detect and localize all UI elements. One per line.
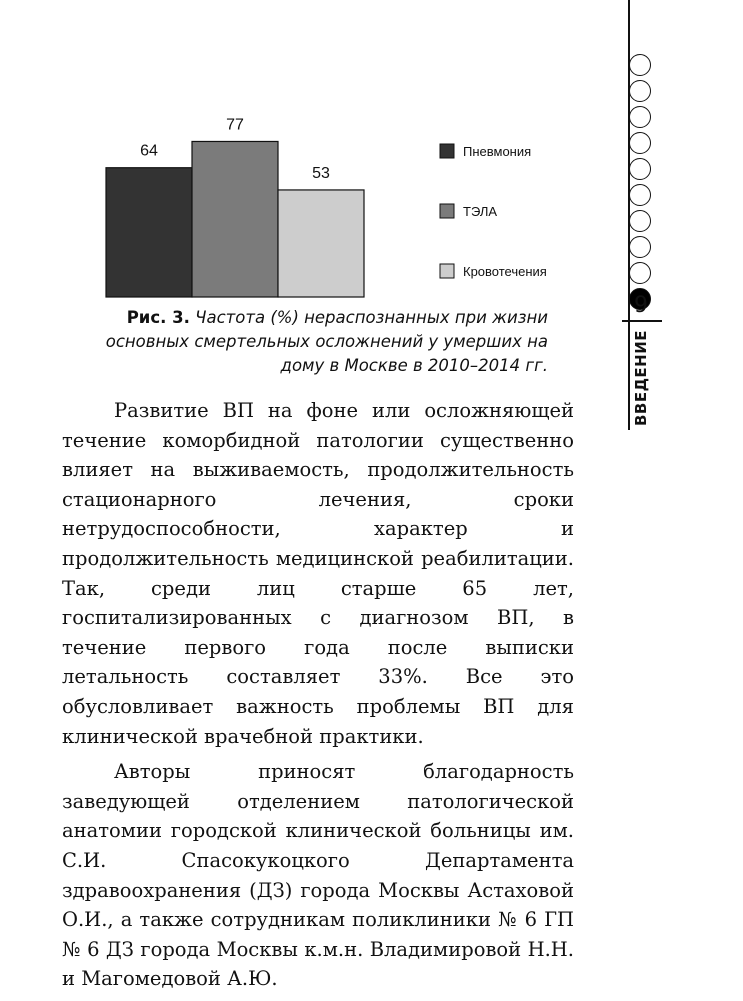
bullet [629, 54, 651, 76]
legend-label: Кровотечения [463, 264, 547, 279]
caption-lead: Рис. 3. [126, 308, 190, 327]
bar-value-label: 77 [226, 116, 244, 134]
legend-label: Пневмония [463, 144, 532, 159]
bullet [629, 132, 651, 154]
page-number-rule [622, 320, 662, 322]
bullet [629, 80, 651, 102]
bullet [629, 158, 651, 180]
caption-text: Частота (%) нераспознанных при жизни основных смертельных осложнений у умерших на дому в Москве в 2010–2014 гг. [105, 308, 548, 375]
legend-label: ТЭЛА [463, 204, 498, 219]
body-text [62, 396, 574, 1000]
legend-swatch [440, 144, 454, 158]
bullet [629, 210, 651, 232]
page-number: 9 [634, 293, 648, 318]
bar-value-label: 53 [312, 164, 330, 182]
bar-value-label: 64 [140, 142, 158, 160]
bullet [629, 262, 651, 284]
bar-chart [0, 0, 600, 300]
legend-swatch [440, 204, 454, 218]
bar-3 [278, 190, 364, 297]
bar-1 [106, 168, 192, 297]
bullet [629, 106, 651, 128]
paragraph-1: Развитие ВП на фоне или осложняющей течение коморбидной патологии существенно влияет на выживаемость, продолжительность стационарного лечения, сроки нетрудоспособности, характер и продолжительность медицинской реабилитации. Так, среди лиц старше 65 лет, госпитализированных с диагнозом ВП, в течение первого года после выписки летальность составляет 33%. Все это обусловливает важность проблемы ВП для клинической врачебной практики. [62, 399, 574, 748]
paragraph-2: Авторы приносят благодарность заведующей отделением патологической анатомии городской клинической больницы им. С.И. Спасокукоцкого Департамента здравоохранения (ДЗ) города Москвы Астаховой О.И., а также сотрудникам поликлиники № 6 ГП № 6 ДЗ города Москвы к.м.н. Владимировой Н.Н. и Магомедовой А.Ю. [62, 760, 574, 991]
bar-2 [192, 141, 278, 297]
legend [440, 144, 547, 279]
legend-swatch [440, 264, 454, 278]
section-tab [626, 330, 656, 426]
bullet [629, 184, 651, 206]
section-title: ВВЕДЕНИЕ [632, 329, 650, 427]
bullet [629, 236, 651, 258]
figure-caption [100, 306, 548, 378]
